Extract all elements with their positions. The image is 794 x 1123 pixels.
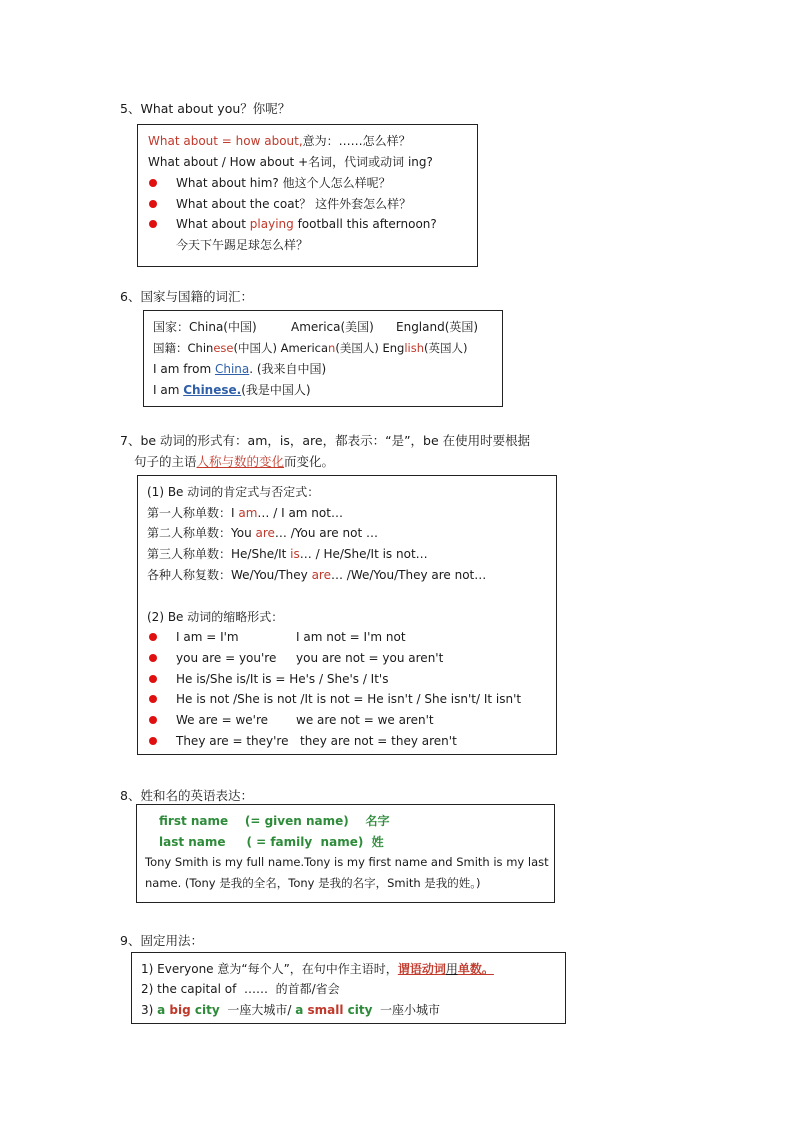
s8-last-name: last name ( = family name) 姓 — [159, 835, 384, 849]
s5-bullet-3: What about playing football this afternoon? — [176, 217, 437, 231]
s7-row-2: 第二人称单数：You are… /You are not … — [147, 526, 378, 540]
bullet-icon — [149, 695, 157, 703]
s5-bullet-1: What about him? 他这个人怎么样呢？ — [176, 176, 391, 190]
s6-row-1: 国家：China(中国) — [153, 320, 257, 334]
bullet-icon — [149, 716, 157, 724]
bullet-icon — [149, 675, 157, 683]
s7-row-4: 各种人称复数：We/You/They are… /We/You/They are not… — [147, 568, 487, 582]
s6-row-1-england: England(英国) — [396, 320, 479, 334]
s6-row-4: I am Chinese.(我是中国人) — [153, 383, 311, 397]
s6-row-3: I am from China. (我来自中国) — [153, 362, 327, 376]
s9-line-1: 1) Everyone 意为“每个人”，在句中作主语时，谓语动词用单数。 — [141, 962, 494, 976]
bullet-icon — [149, 220, 157, 228]
bullet-icon — [149, 737, 157, 745]
s8-first-name: first name (= given name) 名字 — [159, 814, 390, 828]
bullet-icon — [149, 633, 157, 641]
s5-line-1: What about = how about,意为：……怎么样？ — [148, 134, 411, 148]
s7-row-1: 第一人称单数：I am… / I am not… — [147, 506, 343, 520]
s7-contraction-1a: I am = I'm — [176, 630, 239, 644]
s7-contraction-6a: They are = they're — [176, 734, 289, 748]
section-6-box — [143, 310, 503, 407]
s7-contraction-5b: we are not = we aren't — [296, 713, 434, 727]
s6-row-1-america: America(美国) — [291, 320, 374, 334]
section-5-box — [137, 124, 478, 267]
s7-contraction-2b: you are not = you aren't — [296, 651, 444, 665]
s5-bullet-3-cn: 今天下午踢足球怎么样？ — [176, 238, 309, 252]
section-7-box — [137, 475, 557, 755]
bullet-icon — [149, 179, 157, 187]
section-6-heading: 6、国家与国籍的词汇： — [120, 289, 253, 304]
s7-row-3: 第三人称单数：He/She/It is… / He/She/It is not… — [147, 547, 428, 561]
section-5-heading: 5、What about you？你呢？ — [120, 101, 291, 116]
section-8-heading: 8、姓和名的英语表达： — [120, 788, 253, 803]
s6-row-2: 国籍：Chinese(中国人) American(美国人) English(英国人) — [153, 341, 468, 355]
s9-line-2: 2) the capital of …… 的首都/省会 — [141, 982, 340, 996]
s8-line-4: name. (Tony 是我的全名，Tony 是我的名字，Smith 是我的姓。) — [145, 876, 481, 890]
s7-contraction-3: He is/She is/It is = He's / She's / It's — [176, 672, 389, 686]
section-7-heading-2: 句子的主语人称与数的变化而变化。 — [134, 454, 335, 469]
s7-contraction-2a: you are = you're — [176, 651, 277, 665]
s5-line-2: What about / How about +名词，代词或动词 ing? — [148, 155, 433, 169]
section-8-box — [136, 804, 555, 903]
s8-line-3: Tony Smith is my full name.Tony is my first name and Smith is my last — [145, 855, 549, 869]
s7-contraction-4: He is not /She is not /It is not = He isn't / She isn't/ It isn't — [176, 692, 522, 706]
bullet-icon — [149, 200, 157, 208]
bullet-icon — [149, 654, 157, 662]
s5-bullet-2: What about the coat？ 这件外套怎么样？ — [176, 197, 412, 211]
section-9-box — [131, 952, 566, 1024]
s7-part-1-title: (1) Be 动词的肯定式与否定式： — [147, 485, 320, 499]
s7-contraction-5a: We are = we're — [176, 713, 268, 727]
section-7-heading-1: 7、be 动词的形式有：am，is，are，都表示：“是”，be 在使用时要根据 — [120, 433, 531, 448]
section-9-heading: 9、固定用法： — [120, 933, 203, 948]
s7-part-2-title: (2) Be 动词的缩略形式： — [147, 610, 284, 624]
s7-contraction-6b: they are not = they aren't — [300, 734, 457, 748]
s9-line-3: 3) a big city 一座大城市/ a small city 一座小城市 — [141, 1003, 441, 1017]
s7-contraction-1b: I am not = I'm not — [296, 630, 406, 644]
chinese-link: Chinese. — [183, 383, 242, 397]
china-link: China — [214, 362, 250, 376]
